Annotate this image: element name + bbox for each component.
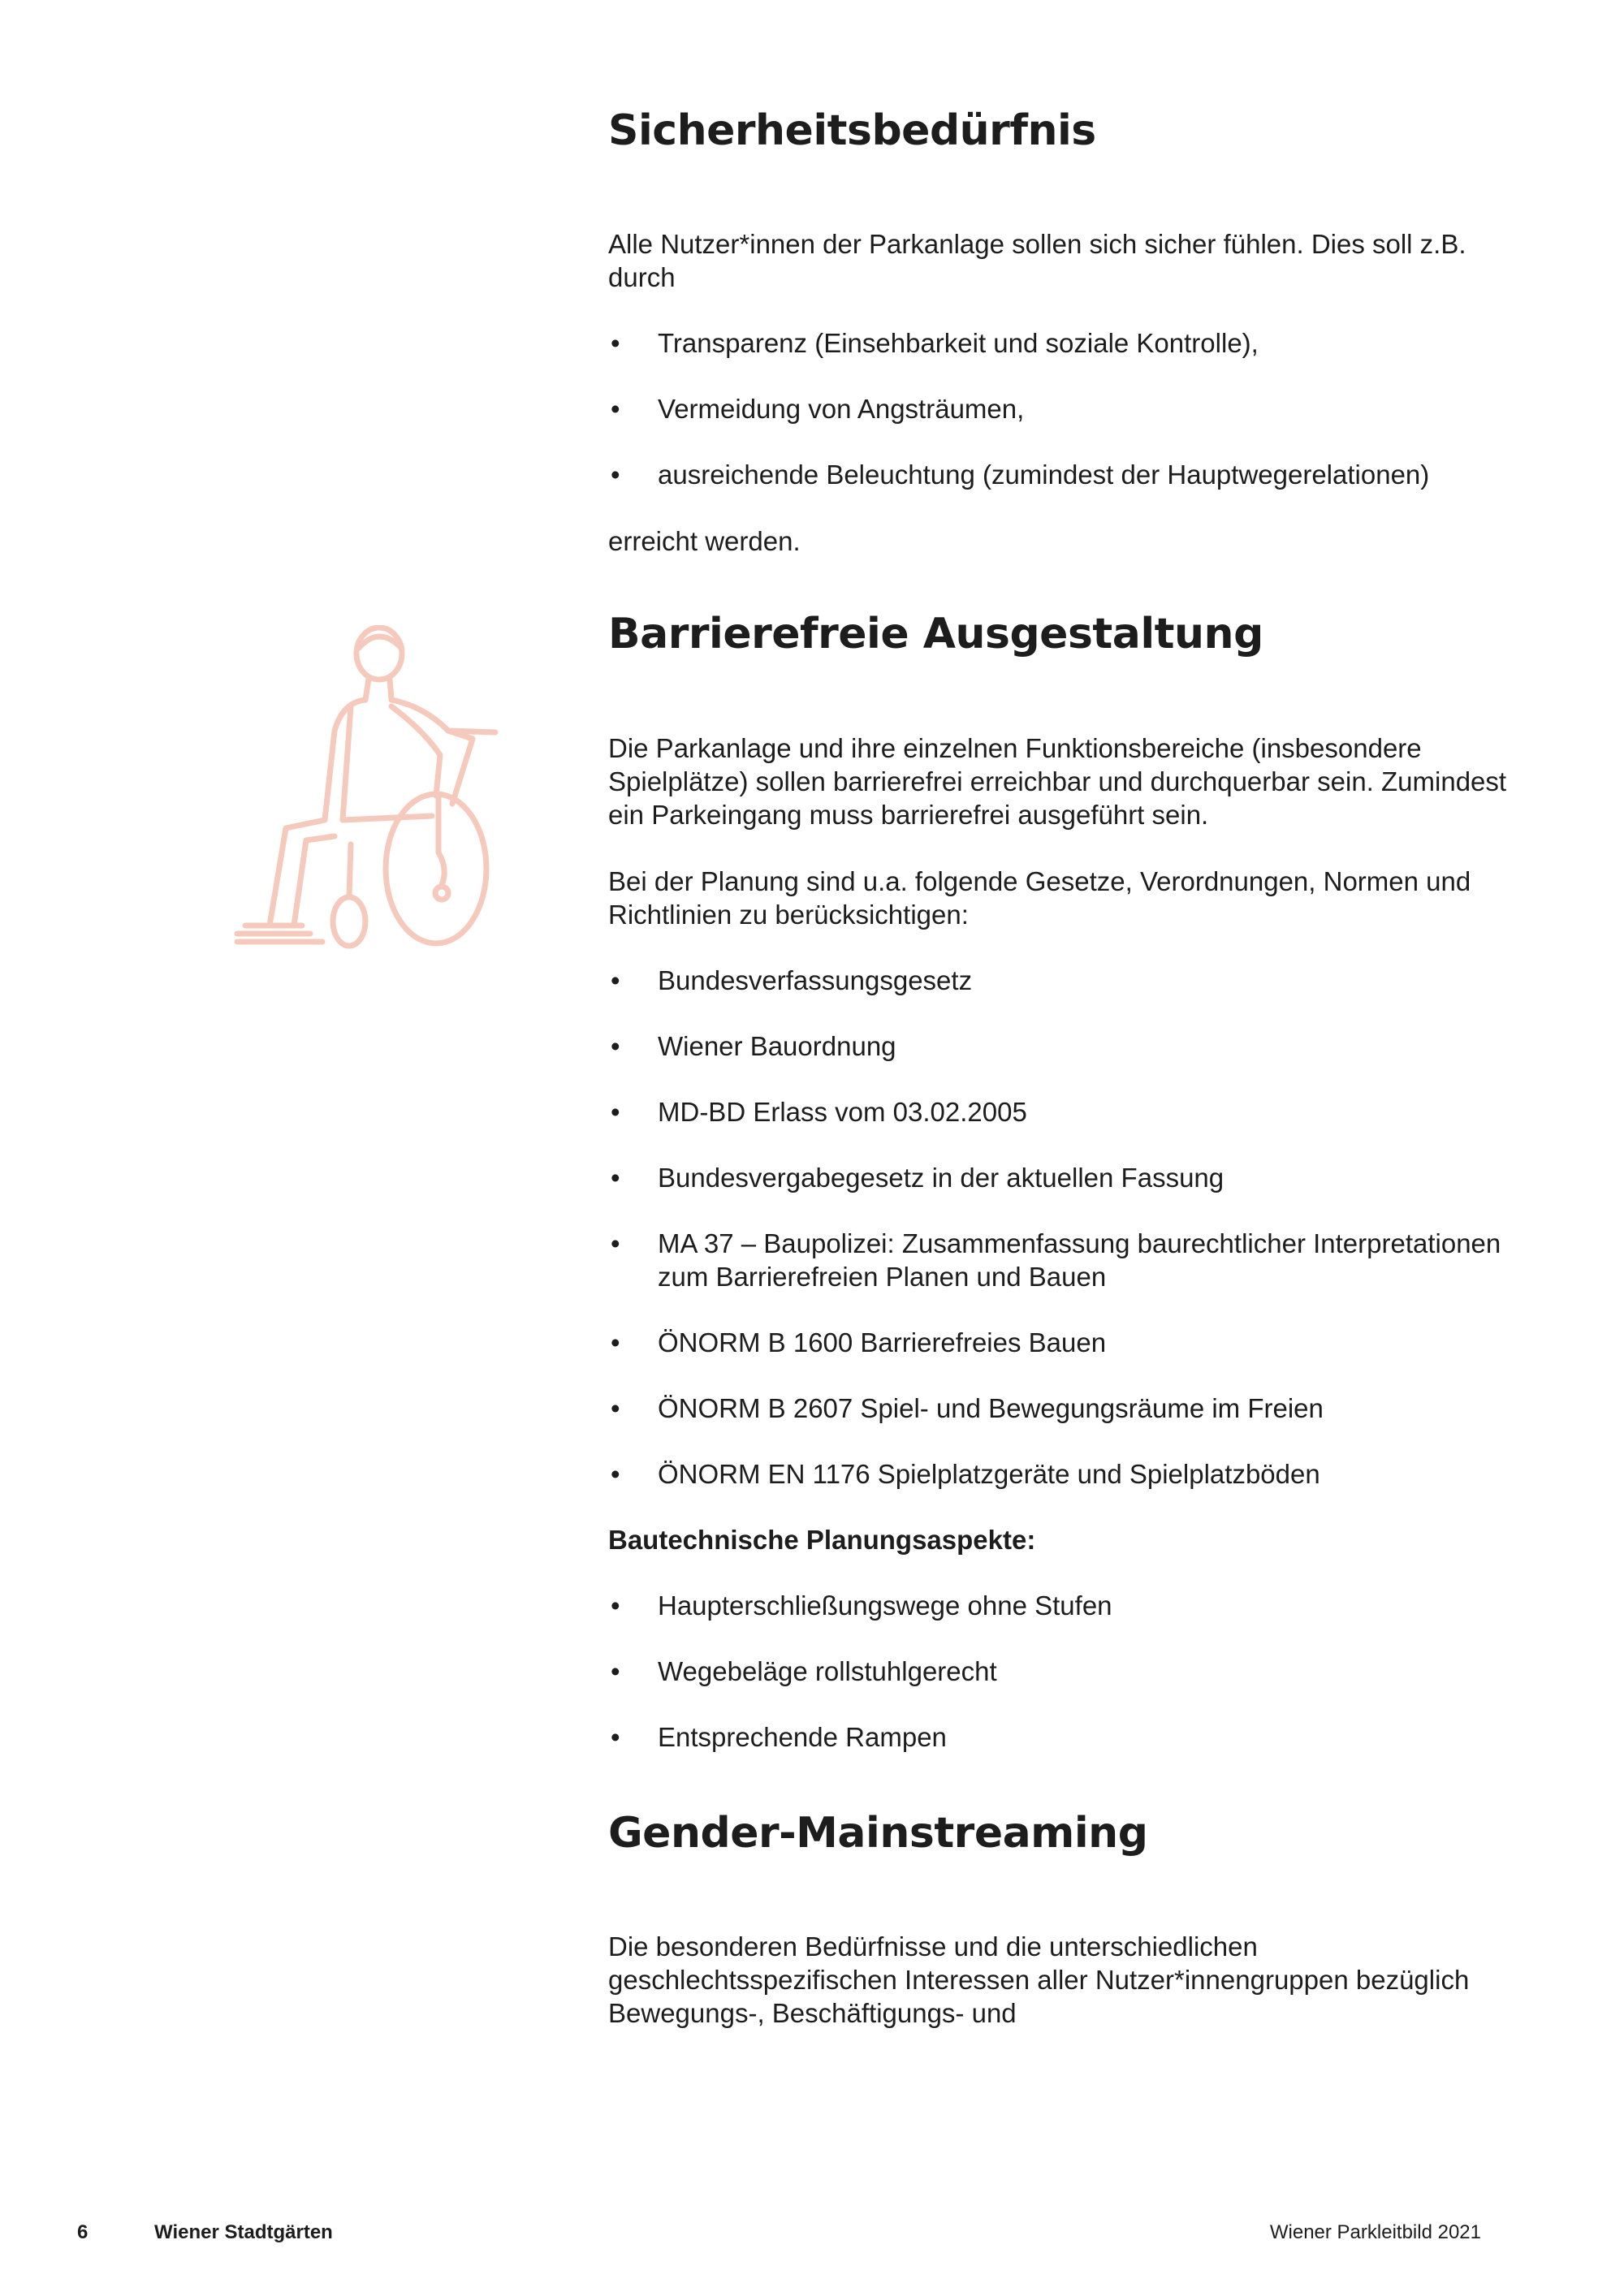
- main-content: [608, 106, 1510, 2030]
- list-item: • Vermeidung von Angsträumen,: [608, 392, 1510, 425]
- list-item: • ÖNORM EN 1176 Spielplatzgeräte und Spielplatzböden: [608, 1457, 1510, 1491]
- security-list: [608, 326, 1510, 491]
- section-title-security: Sicherheitsbedürfnis: [608, 106, 1096, 155]
- wheelchair-user-icon: [229, 625, 505, 950]
- footer-publisher: Wiener Stadtgärten: [154, 2221, 333, 2243]
- list-item: • ÖNORM B 2607 Spiel- und Bewegungsräume im Freien: [608, 1392, 1510, 1425]
- accessibility-paragraph-1: Die Parkanlage und ihre einzelnen Funktionsbereiche (insbesondere Spielplätze) sollen barrierefrei erreichbar und durchquerbar sein. Zumindest ein Parkeingang muss barrierefrei ausgeführt sein.: [608, 732, 1507, 830]
- gender-paragraph-1: Die besonderen Bedürfnisse und die unterschiedlichen geschlechtsspezifischen Interessen aller Nutzer*innengruppen bezüglich Bewegungs-, Beschäftigungs- und: [608, 1931, 1470, 2029]
- security-outro: erreicht werden.: [608, 526, 801, 557]
- aspects-list: [608, 1589, 1510, 1754]
- laws-list: [608, 964, 1510, 1491]
- accessibility-paragraph-2: Bei der Planung sind u.a. folgende Gesetze, Verordnungen, Normen und Richtlinien zu berücksichtigen:: [608, 865, 1471, 930]
- list-item: • ÖNORM B 1600 Barrierefreies Bauen: [608, 1326, 1510, 1359]
- list-item: • MD-BD Erlass vom 03.02.2005: [608, 1095, 1510, 1129]
- section-title-accessibility: Barrierefreie Ausgestaltung: [608, 610, 1263, 659]
- list-item: • Wegebeläge rollstuhlgerecht: [608, 1655, 1510, 1688]
- footer-document-title: Wiener Parkleitbild 2021: [1269, 2221, 1481, 2243]
- planning-aspects-heading: Bautechnische Planungsaspekte:: [608, 1524, 1036, 1555]
- page-number: 6: [77, 2221, 89, 2243]
- list-item: • Bundesverfassungsgesetz: [608, 964, 1510, 997]
- list-item: • Wiener Bauordnung: [608, 1029, 1510, 1063]
- section-title-gender: Gender-Mainstreaming: [608, 1808, 1148, 1858]
- security-intro: Alle Nutzer*innen der Parkanlage sollen sich sicher fühlen. Dies soll z.B. durch: [608, 229, 1466, 293]
- list-item: • MA 37 – Baupolizei: Zusammenfassung baurechtlicher Interpretationen zum Barrierefreien Planen und Bauen: [608, 1227, 1510, 1293]
- list-item: • Transparenz (Einsehbarkeit und soziale Kontrolle),: [608, 326, 1510, 360]
- list-item: • ausreichende Beleuchtung (zumindest der Hauptwegerelationen): [608, 458, 1510, 491]
- list-item: • Bundesvergabegesetz in der aktuellen Fassung: [608, 1161, 1510, 1194]
- list-item: • Haupterschließungswege ohne Stufen: [608, 1589, 1510, 1622]
- list-item: • Entsprechende Rampen: [608, 1720, 1510, 1754]
